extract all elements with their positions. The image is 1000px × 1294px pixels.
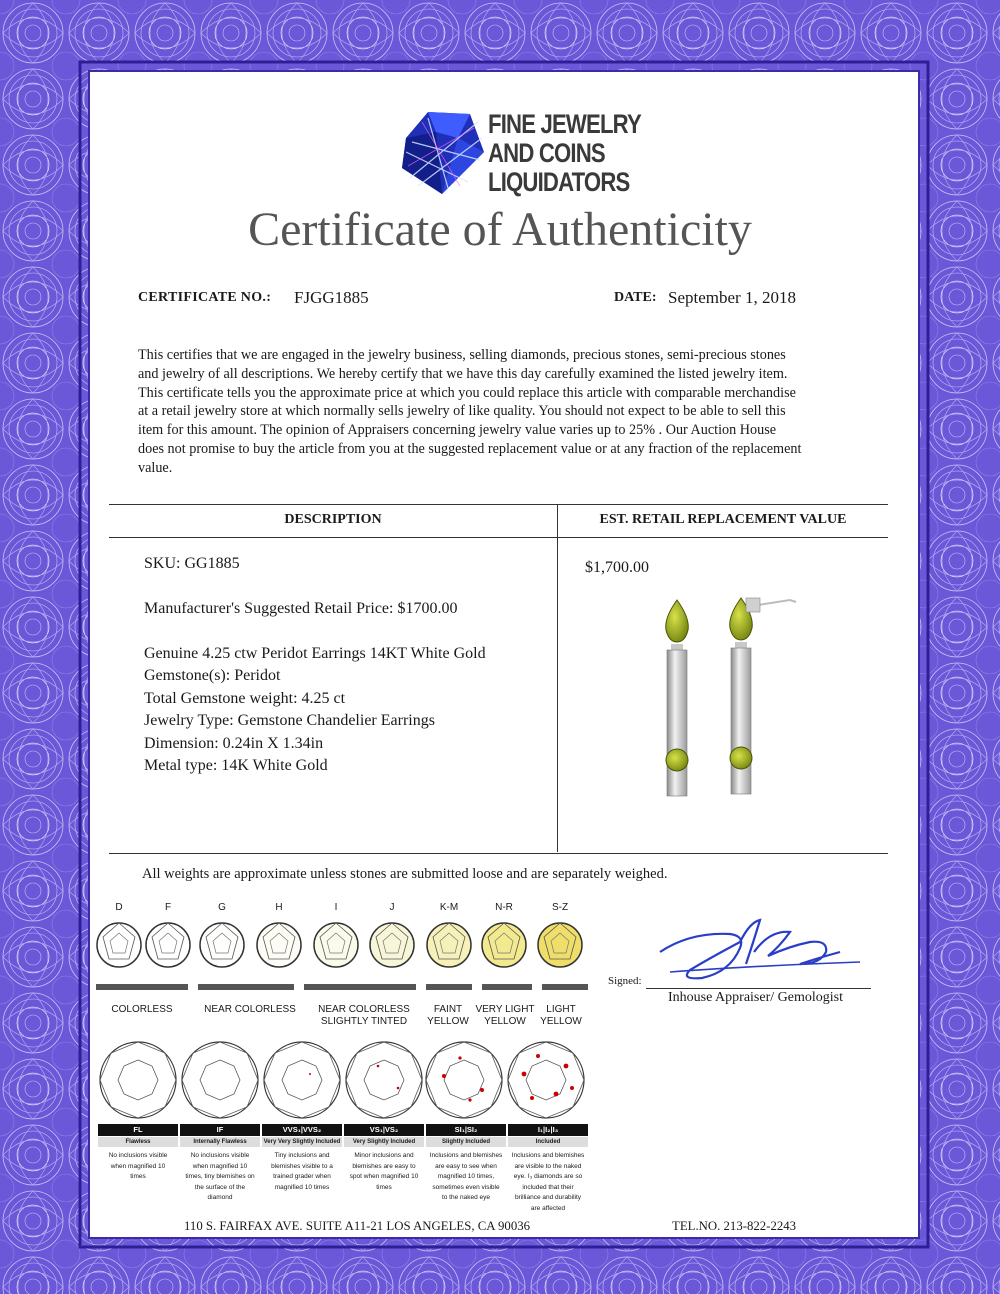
logo-wordmark xyxy=(488,110,641,197)
diamond-icon xyxy=(257,923,301,967)
color-category: LIGHT YELLOW xyxy=(540,1004,582,1027)
certificate-title: Certificate of Authenticity xyxy=(248,203,752,256)
detail-line: Metal type: 14K White Gold xyxy=(144,757,328,774)
color-grade-label: G xyxy=(218,902,226,913)
color-category: FAINT YELLOW xyxy=(427,1004,469,1027)
clarity-name: Included xyxy=(508,1137,588,1147)
clarity-description: Inclusions and blemishes are visible to the naked eye. I₃ diamonds are so included that their brilliance and durability are affected xyxy=(511,1152,585,1212)
diamond-icon xyxy=(370,923,414,967)
clarity-description: Minor inclusions and blemishes are easy to spot when magnified 10 times xyxy=(349,1152,419,1191)
clarity-description: Tiny inclusions and blemishes visible to a trained grader when magnified 10 times xyxy=(271,1152,333,1191)
clarity-name: Slightly Included xyxy=(426,1137,506,1147)
signed-label: Signed: xyxy=(608,975,642,987)
diamond-icon xyxy=(482,923,526,967)
footer-telephone: TEL.NO. 213-822-2243 xyxy=(672,1219,797,1233)
paragraph-line: and jewelry of all descriptions. We hereby certify that we have this day carefully examined the listed jewelry item. xyxy=(138,365,788,382)
paragraph-line: at a retail jewelry store at which normally sells jewelry of like quality. You should not expect to be able to sell this xyxy=(138,403,786,420)
color-category: NEAR COLORLESS SLIGHTLY TINTED xyxy=(318,1004,410,1027)
clarity-code: IF xyxy=(180,1124,260,1136)
diamond-icon xyxy=(426,1042,502,1118)
color-grade-label: S-Z xyxy=(551,902,569,913)
certificate-number-value: FJGG1885 xyxy=(294,288,369,307)
paragraph-line: item for this amount. The opinion of Appraisers concerning jewelry value varies up to 25% . Our Auction House xyxy=(138,422,777,439)
paragraph-line: does not promise to buy the article from you at the suggested replacement value or at any fraction of the replacement xyxy=(138,440,802,457)
certification-paragraph xyxy=(138,346,878,478)
clarity-diamonds xyxy=(98,1034,588,1128)
detail-line: Genuine 4.25 ctw Peridot Earrings 14KT White Gold xyxy=(144,645,486,662)
detail-line: Jewelry Type: Gemstone Chandelier Earrings xyxy=(144,712,435,729)
diamond-icon xyxy=(346,1042,422,1118)
clarity-code: VVS₁|VVS₂ xyxy=(262,1124,342,1136)
clarity-name: Very Slightly Included xyxy=(344,1137,424,1147)
paragraph-line: This certifies that we are engaged in the jewelry business, selling diamonds, precious stones, semi-precious stones xyxy=(138,347,786,363)
diamond-icon xyxy=(314,923,358,967)
signature-line xyxy=(646,988,871,989)
clarity-code: FL xyxy=(98,1124,178,1136)
color-grade-label: I xyxy=(334,902,338,913)
logo-line-3: LIQUIDATORS xyxy=(488,167,630,197)
diamond-icon xyxy=(264,1042,340,1118)
color-category: NEAR COLORLESS xyxy=(204,1004,296,1015)
clarity-description: No inclusions visible when magnified 10 times xyxy=(108,1152,168,1180)
earrings-image xyxy=(640,590,810,810)
diamond-icon xyxy=(427,923,471,967)
clarity-code: VS₁|VS₂ xyxy=(344,1124,424,1136)
date-value: September 1, 2018 xyxy=(668,288,796,307)
date-label: DATE: xyxy=(614,290,657,305)
appraiser-title: Inhouse Appraiser/ Gemologist xyxy=(668,990,843,1005)
color-scale-bar xyxy=(96,983,588,991)
value-header: EST. RETAIL REPLACEMENT VALUE xyxy=(599,512,847,527)
color-grade-label: J xyxy=(389,902,395,913)
diamond-icon xyxy=(146,923,190,967)
diamond-icon xyxy=(100,1042,176,1118)
clarity-description: Inclusions and blemishes are easy to see when magnified 10 times, sometimes even visible to the naked eye xyxy=(429,1152,503,1201)
paragraph-line: This certificate tells you the approximate price at which you could replace this article with comparable merchandise xyxy=(138,384,796,401)
detail-line: Dimension: 0.24in X 1.34in xyxy=(144,735,324,752)
diamond-icon xyxy=(182,1042,258,1118)
color-grade-label: K-M xyxy=(439,902,459,913)
clarity-name: Internally Flawless xyxy=(180,1137,260,1147)
footer-address: 110 S. FAIRFAX AVE. SUITE A11-21 LOS ANGELES, CA 90036 xyxy=(184,1219,531,1233)
signature-image xyxy=(650,912,870,987)
color-grade-label: F xyxy=(164,902,172,913)
color-grade-label: H xyxy=(275,902,283,913)
description-header: DESCRIPTION xyxy=(284,512,382,527)
color-grade-label: D xyxy=(115,902,123,913)
paragraph-line: value. xyxy=(138,459,173,476)
table-header-divider xyxy=(109,537,888,538)
table-column-divider xyxy=(557,504,558,852)
msrp-text: Manufacturer's Suggested Retail Price: $1700.00 xyxy=(144,600,458,617)
retail-value: $1,700.00 xyxy=(585,559,649,576)
color-category: VERY LIGHT YELLOW xyxy=(475,1004,535,1027)
diamond-icon xyxy=(508,1042,584,1118)
color-category: COLORLESS xyxy=(111,1004,173,1015)
clarity-name: Very Very Slightly Included xyxy=(263,1139,341,1145)
sku-text: SKU: GG1885 xyxy=(144,555,240,572)
detail-line: Gemstone(s): Peridot xyxy=(144,667,281,684)
diamond-icon xyxy=(97,923,141,967)
diamond-logo-icon xyxy=(398,108,488,198)
clarity-code: SI₁|SI₂ xyxy=(426,1124,506,1136)
diamond-icon xyxy=(200,923,244,967)
clarity-description: No inclusions visible when magnified 10 times, tiny blemishes on the surface of the diamond xyxy=(185,1152,255,1201)
color-diamonds xyxy=(94,918,594,972)
weights-note: All weights are approximate unless stones are submitted loose and are separately weighed. xyxy=(142,866,668,882)
logo-line-2: AND COINS xyxy=(488,138,605,168)
color-grade-label: N-R xyxy=(495,902,513,913)
clarity-code: I₁|I₂|I₃ xyxy=(508,1124,588,1136)
detail-line: Total Gemstone weight: 4.25 ct xyxy=(144,690,346,707)
diamond-icon xyxy=(538,923,582,967)
logo-line-1: FINE JEWELRY xyxy=(488,109,641,139)
clarity-name: Flawless xyxy=(98,1137,178,1147)
certificate-number-label: CERTIFICATE NO.: xyxy=(138,290,272,305)
